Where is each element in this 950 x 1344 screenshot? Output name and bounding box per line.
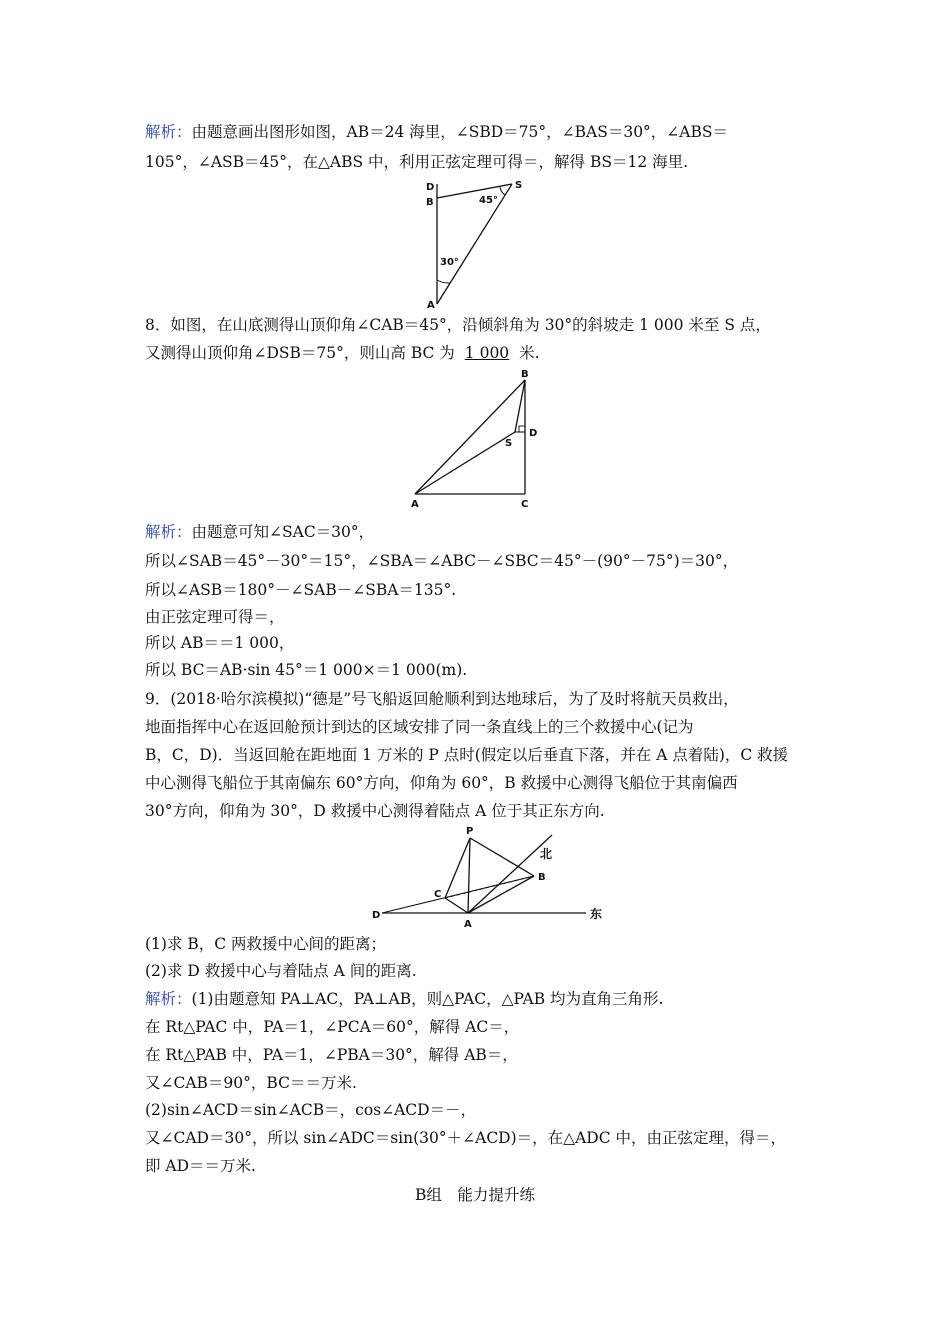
label-north: 北 [540,847,553,861]
solution7-text1: 由题意画出图形如图，AB＝24 海里，∠SBD＝75°，∠BAS＝30°，∠ABS＝ [191,123,729,141]
label-b: B [426,197,434,208]
label-d: D [529,428,538,439]
segment-pc [445,838,470,898]
solution7-line2: 105°，∠ASB＝45°，在△ABS 中，利用正弦定理可得＝，解得 BS＝12 海里. [145,153,689,171]
solution-label: 解析： [145,523,192,541]
solution-label: 解析： [145,123,192,141]
solution8-line6: 所以 BC＝AB·sin 45°＝1 000×＝1 000(m). [145,661,468,679]
figure-rescue [368,823,608,930]
solution9-line7: 即 AD＝＝万米. [145,1157,256,1175]
q8-line1: 8．如图，在山底测得山顶仰角∠CAB＝45°，沿倾斜角为 30°的斜坡走 1 000 米至 S 点， [145,316,771,334]
label-c: C [521,499,529,510]
solution-label: 解析： [145,990,192,1008]
solution8-line4: 由正弦定理可得＝， [145,608,285,626]
q9-line5: 30°方向，仰角为 30°，D 救援中心测得着陆点 A 位于其正东方向. [145,802,605,820]
label-a: A [411,499,419,510]
solution8-line5: 所以 AB＝＝1 000， [145,634,295,652]
segment-bs [437,184,512,198]
segment-pb [470,838,534,876]
label-p: P [466,826,474,837]
q8-line2 [145,343,540,363]
solution9-line6: 又∠CAD＝30°，所以 sin∠ADC＝sin(30°＋∠ACD)＝，在△ADC 中，由正弦定理，得＝， [145,1129,786,1147]
q9-part1: (1)求 B，C 两救援中心间的距离； [145,935,387,953]
label-s: S [515,180,523,191]
segment-ab [415,380,525,494]
label-b: B [538,872,546,883]
figure-mountain [405,368,555,510]
segment-ca [445,898,468,913]
figure-triangle-abs [420,178,540,310]
angle-arc-a [437,280,450,283]
segment-as [437,184,512,304]
solution9-line5: (2)sin∠ACD＝sin∠ACB＝，cos∠ACD＝－， [145,1101,477,1119]
label-d: D [426,182,435,193]
section-title: B组 能力提升练 [415,1186,535,1204]
label-b: B [521,369,529,380]
q8-answer-blank: 1 000 [464,344,510,362]
label-a: A [464,919,472,930]
solution8-line3: 所以∠ASB＝180°－∠SAB－∠SBA＝135°. [145,581,457,599]
segment-pa [468,838,470,913]
solution9-text1: (1)由题意知 PA⊥AC，PA⊥AB，则△PAC，△PAB 均为直角三角形. [191,990,664,1008]
label-east: 东 [590,907,603,921]
q9-line1: 9．(2018·哈尔滨模拟)“德是”号飞船返回舱顺利到达地球后，为了及时将航天员救出， [145,690,739,708]
label-c: C [434,889,442,900]
solution8-line2: 所以∠SAB＝45°－30°＝15°，∠SBA＝∠ABC－∠SBC＝45°－(90°－75°)＝30°， [145,552,739,570]
q8-line2-pre: 又测得山顶仰角∠DSB＝75°，则山高 BC 为 [145,344,455,362]
right-angle-mark [519,426,525,432]
label-d: D [372,910,381,921]
q9-line2: 地面指挥中心在返回舱预计到达的区域安排了同一条直线上的三个救援中心(记为 [145,718,694,736]
angle-30-label: 30° [440,257,459,268]
solution9-line2: 在 Rt△PAC 中，PA＝1，∠PCA＝60°，解得 AC＝， [145,1018,520,1036]
q9-part2: (2)求 D 救援中心与着陆点 A 间的距离. [145,962,417,980]
q9-line3: B，C，D)．当返回舱在距地面 1 万米的 P 点时(假定以后垂直下落，并在 A 点着陆)，C 救援 [145,746,789,764]
solution8-text1: 由题意可知∠SAC＝30°， [191,523,375,541]
angle-45-label: 45° [479,195,498,206]
q9-line4: 中心测得飞船位于其南偏东 60°方向，仰角为 60°，B 救援中心测得飞船位于其南偏西 [145,774,738,792]
solution8-line1 [145,522,374,542]
q8-line2-post: 米. [519,344,540,362]
solution9-line3: 在 Rt△PAB 中，PA＝1，∠PBA＝30°，解得 AB＝， [145,1046,518,1064]
solution7-line1 [145,122,728,142]
solution9-line1 [145,989,663,1009]
solution9-line4: 又∠CAB＝90°，BC＝＝万米. [145,1074,357,1092]
segment-sb [515,380,525,432]
label-s: S [505,438,513,449]
angle-arc-s [500,187,505,195]
label-a: A [427,300,435,310]
